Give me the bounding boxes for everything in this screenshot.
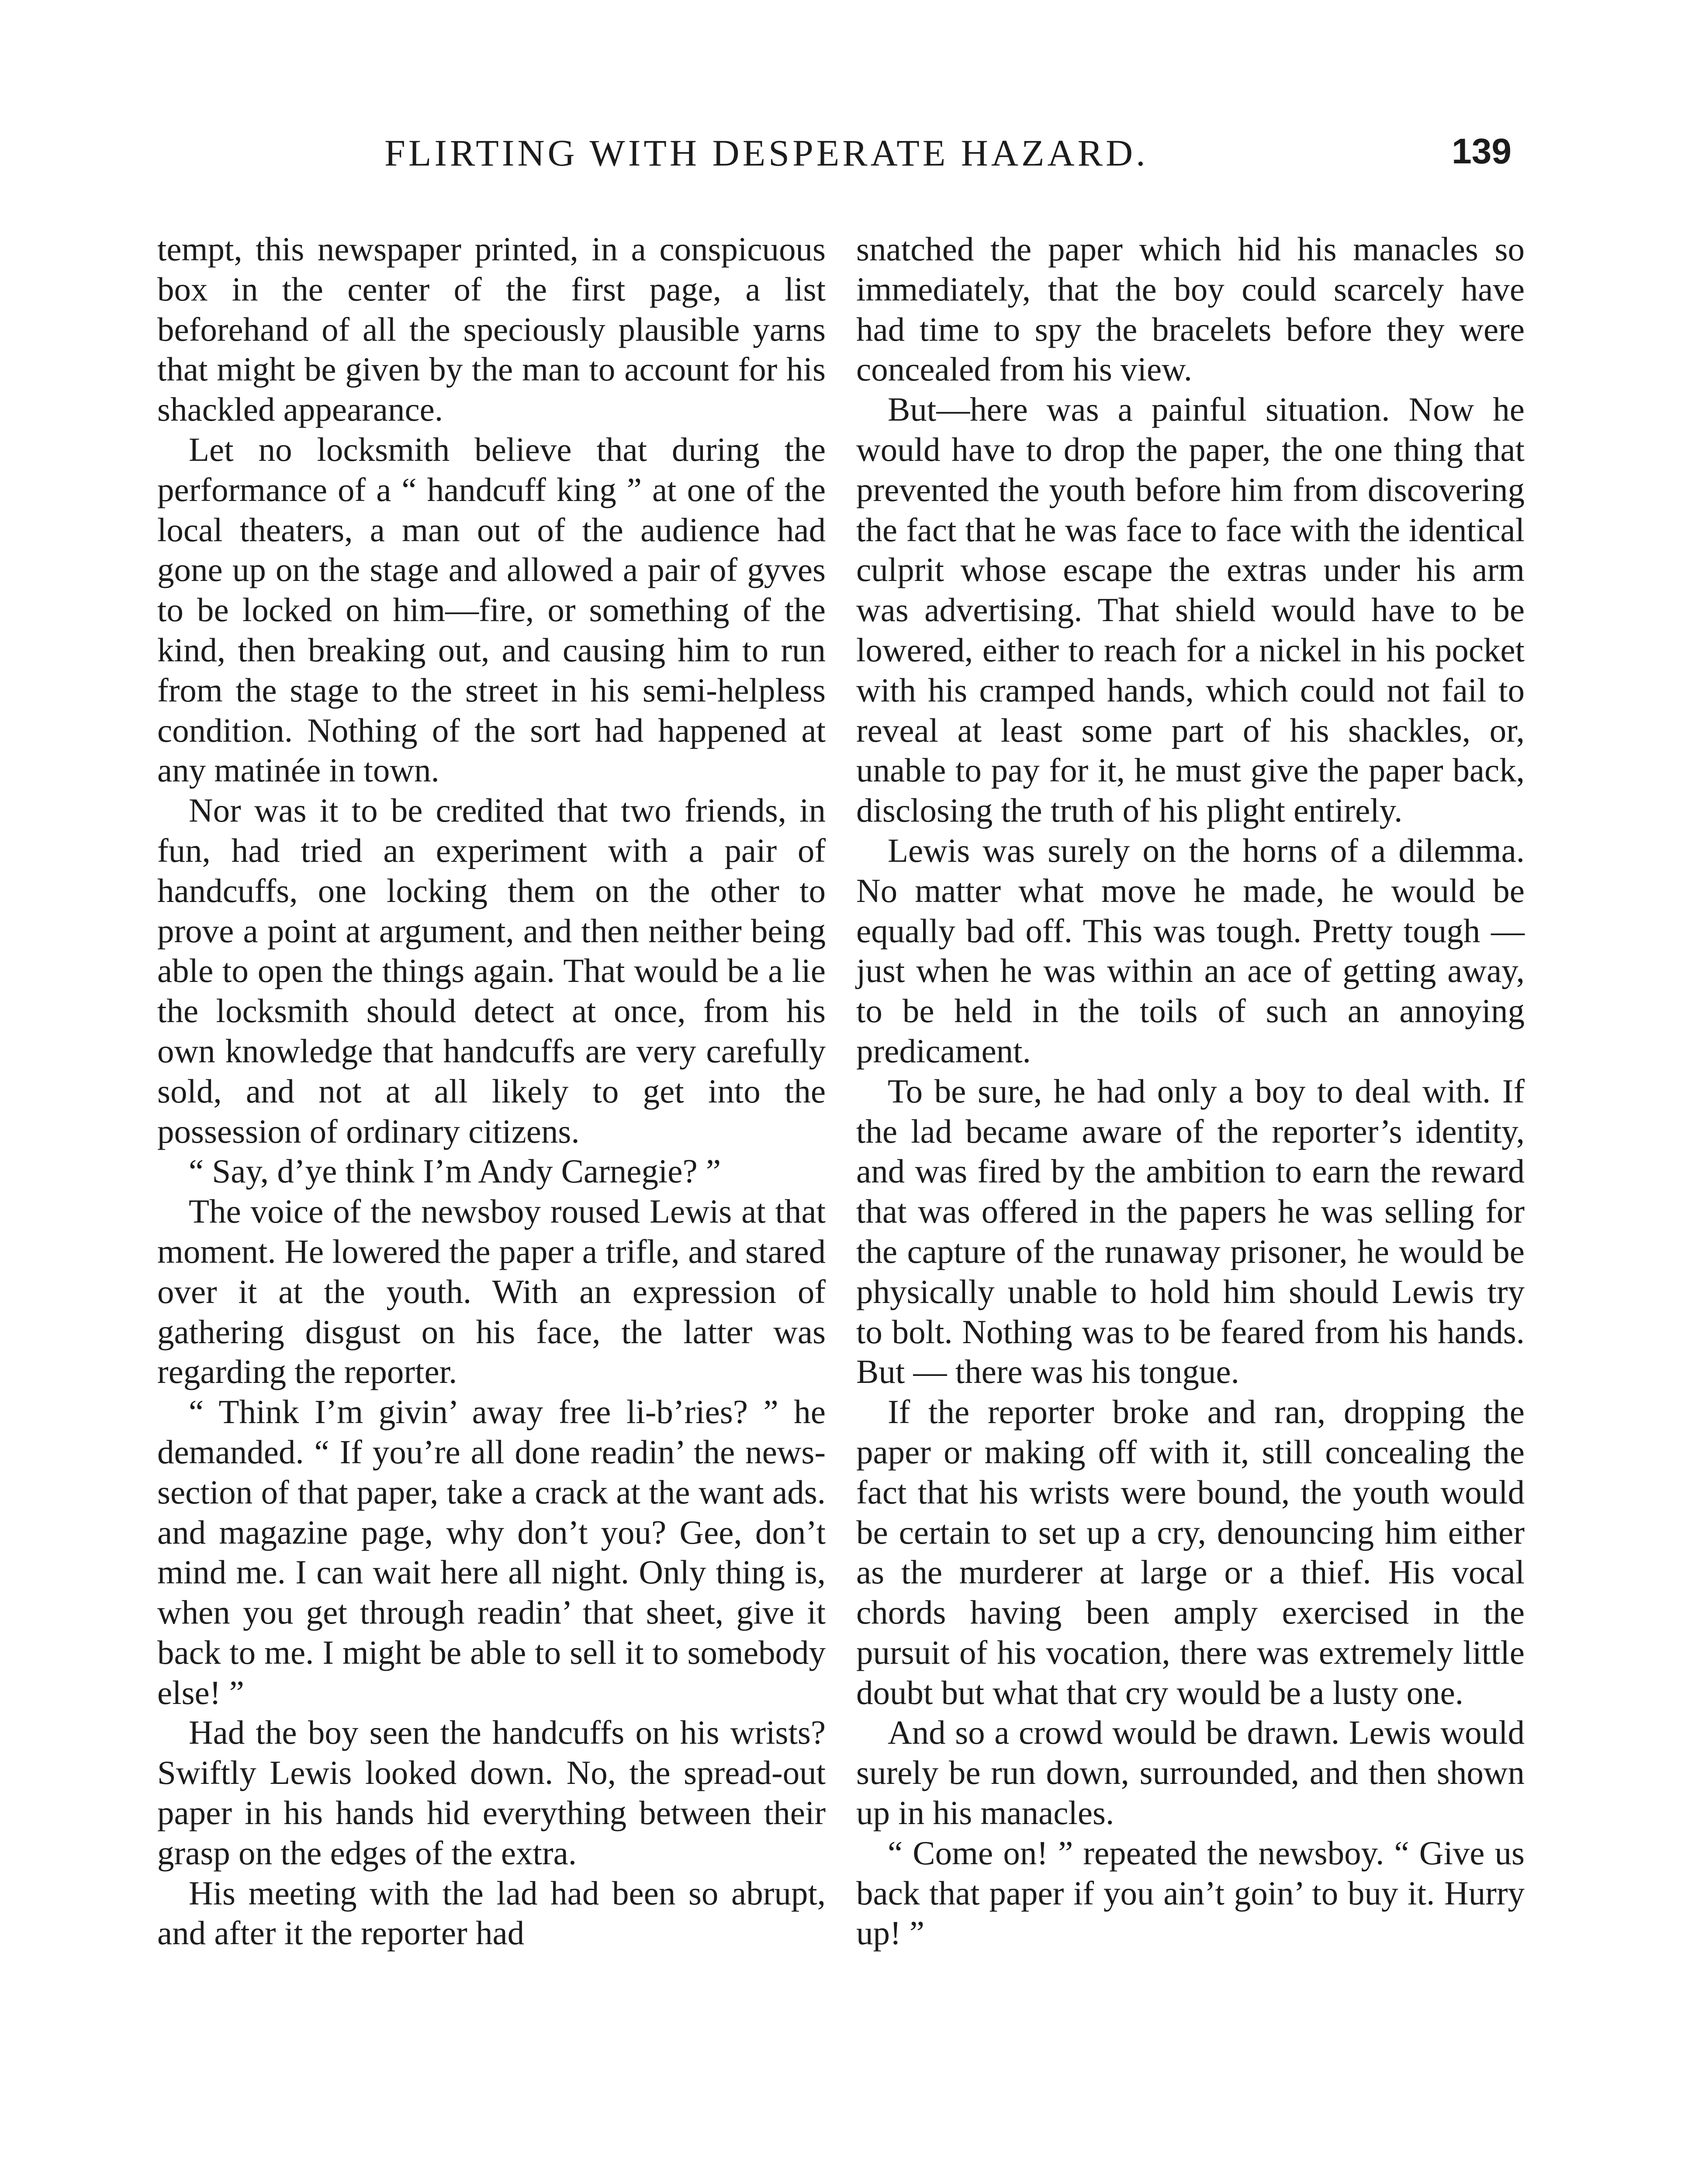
page-header — [157, 131, 1512, 201]
left-column — [157, 229, 826, 1953]
paragraph: Had the boy seen the handcuffs on his wrists? Swiftly Lewis looked down. No, the spread-out paper in his hands hid everything between their grasp on the edges of the extra. — [157, 1714, 826, 1872]
paragraph: Nor was it to be credited that two friends, in fun, had tried an experiment with a pair of handcuffs, one locking them on the other to prove a point at argument, and then neither being able to open the things again. That would be a lie the locksmith should detect at once, from his own knowledge that handcuffs are very carefully sold, and not at all likely to get into the possession of ordinary citizens. — [157, 791, 826, 1150]
right-column — [856, 229, 1525, 1953]
paragraph: But—here was a painful situation. Now he would have to drop the paper, the one thing that prevented the youth before him from discovering the fact that he was face to face with the identical culprit whose escape the extras under his arm was advertising. That shield would have to be lowered, either to reach for a nickel in his pocket with his cramped hands, which could not fail to reveal at least some part of his shackles, or, unable to pay for it, he must give the paper back, disclosing the truth of his plight entirely. — [856, 390, 1525, 829]
paragraph: His meeting with the lad had been so abrupt, and after it the reporter had — [157, 1874, 826, 1952]
paragraph: If the reporter broke and ran, dropping the paper or making off with it, still concealing the fact that his wrists were bound, the youth would be certain to set up a cry, denouncing him either as the murderer at large or a thief. His vocal chords having been amply exercised in the pursuit of his vocation, there was extremely little doubt but what that cry would be a lusty one. — [856, 1393, 1525, 1711]
paragraph: “ Say, d’ye think I’m Andy Carnegie? ” — [189, 1152, 721, 1190]
running-title: FLIRTING WITH DESPERATE HAZARD. — [384, 132, 1148, 174]
paragraph: The voice of the newsboy roused Lewis at that moment. He lowered the paper a trifle, and stared over it at the youth. With an expression of gathering disgust on his face, the latter was regarding the reporter. — [157, 1192, 826, 1391]
paragraph: “ Think I’m givin’ away free li-b’ries? ” he demanded. “ If you’re all done readin’ the news-section of that paper, take a crack at the want ads. and magazine page, why don’t you? Gee, don’t mind me. I can wait here all night. Only thing is, when you get through readin’ that sheet, give it back to me. I might be able to sell it to somebody else! ” — [157, 1393, 826, 1711]
page-number: 139 — [1452, 131, 1512, 171]
paragraph: Lewis was surely on the horns of a dilemma. No matter what move he made, he would be equally bad off. This was tough. Pretty tough — just when he was within an ace of getting away, to be held in the toils of such an annoying predicament. — [856, 831, 1525, 1070]
paragraph: tempt, this newspaper printed, in a conspicuous box in the center of the first page, a list beforehand of all the speciously plausible yarns that might be given by the man to account for his shackled appearance. — [157, 230, 826, 429]
paragraph: Let no locksmith believe that during the performance of a “ handcuff king ” at one of the local theaters, a man out of the audience had gone up on the stage and allowed a pair of gyves to be locked on him—fire, or something of the kind, then breaking out, and causing him to run from the stage to the street in his semi-helpless condition. Nothing of the sort had happened at any matinée in town. — [157, 430, 826, 789]
paragraph: And so a crowd would be drawn. Lewis would surely be run down, surrounded, and then shown up in his manacles. — [856, 1714, 1525, 1832]
paragraph: To be sure, he had only a boy to deal with. If the lad became aware of the reporter’s identity, and was fired by the ambition to earn the reward that was offered in the papers he was selling for the capture of the runaway prisoner, he would be physically unable to hold him should Lewis try to bolt. Nothing was to be feared from his hands. But — there was his tongue. — [856, 1072, 1525, 1391]
paragraph: “ Come on! ” repeated the newsboy. “ Give us back that paper if you ain’t goin’ to buy it. Hurry up! ” — [856, 1834, 1525, 1952]
paragraph: snatched the paper which hid his manacles so immediately, that the boy could scarcely have had time to spy the bracelets before they were concealed from his view. — [856, 230, 1525, 388]
